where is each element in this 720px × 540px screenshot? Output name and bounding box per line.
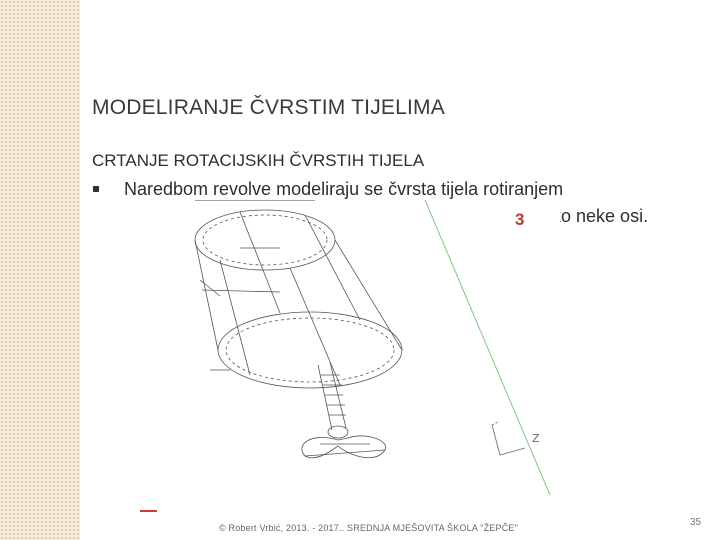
slide-title: MODELIRANJE ČVRSTIM TIJELIMA [92, 96, 445, 119]
bullet-text-line1: Naredbom revolve modeliraju se čvrsta tijela rotiranjem [124, 179, 564, 199]
red-dash-mark [140, 510, 157, 512]
page-number: 35 [690, 517, 702, 528]
shade-bottom-ellipse [218, 312, 402, 388]
axis-label-z: Z [532, 432, 540, 445]
square-bullet-icon [93, 186, 99, 192]
slide-subtitle: CRTANJE ROTACIJSKIH ČVRSTIH TIJELA [92, 151, 425, 170]
base-shape [302, 436, 386, 458]
callout-number: 3 [515, 210, 525, 229]
bullet-text-line2: oko neke osi. [542, 206, 649, 226]
rotation-axis-line [425, 200, 550, 495]
lamp-wireframe-drawing [180, 200, 560, 500]
shade-top-ellipse [195, 210, 335, 270]
decorative-side-strip [0, 0, 80, 540]
footer-copyright: © Robert Vrbić, 2013. - 2017.. SREDNJA MJEŠOVITA ŠKOLA "ŽEPČE" [219, 523, 519, 533]
